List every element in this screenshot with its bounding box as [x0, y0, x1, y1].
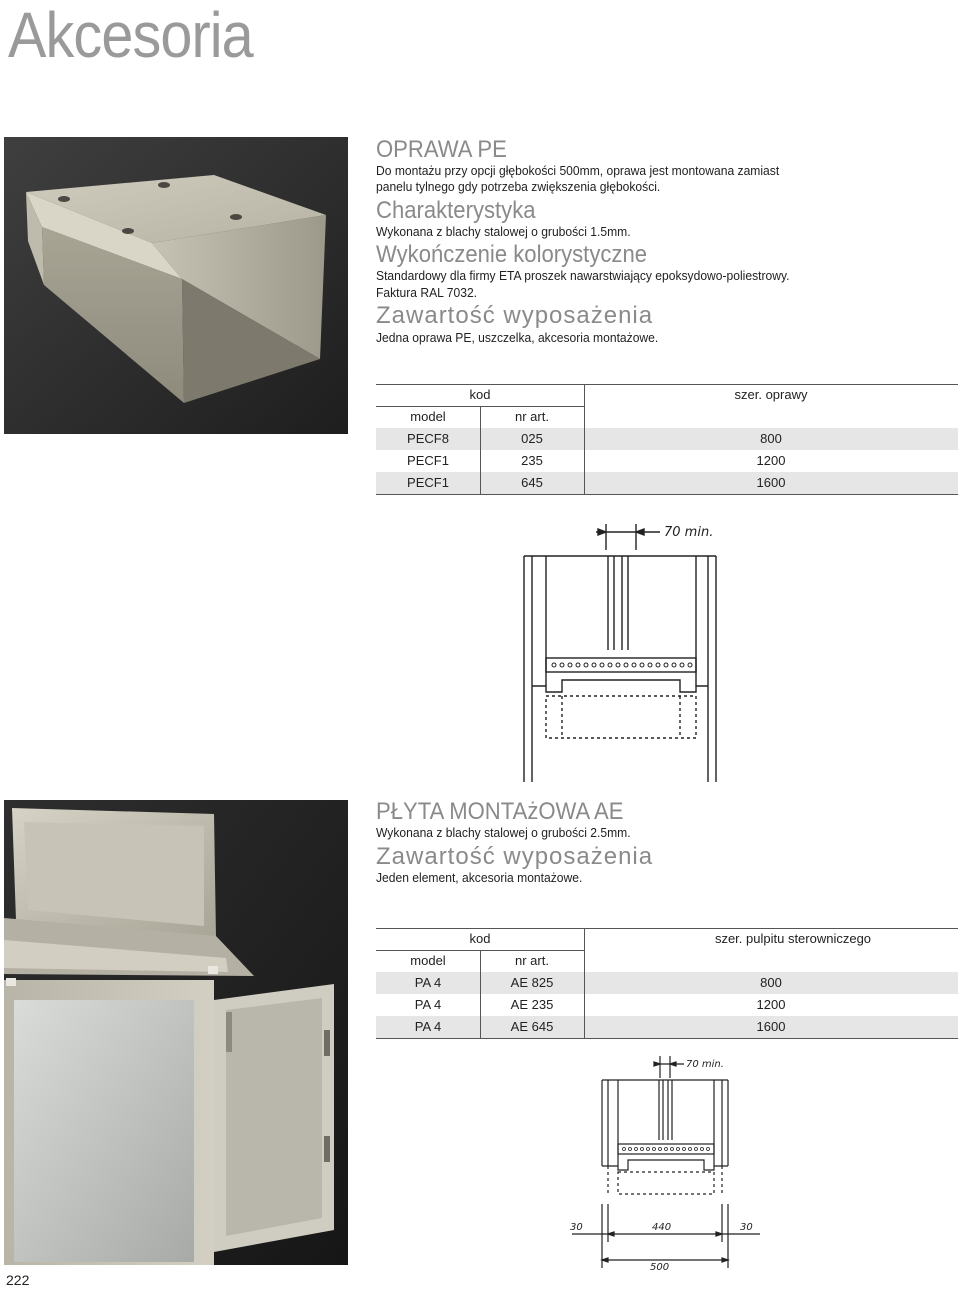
dim-right-label: 30	[740, 1222, 753, 1233]
row-nr: 235	[521, 453, 543, 468]
table-header-row-2	[376, 406, 958, 428]
finish-text-2: Faktura RAL 7032.	[376, 285, 478, 300]
table-row	[376, 1016, 958, 1038]
contents-heading-2: Zawartość wyposażenia	[376, 843, 654, 870]
table-row	[376, 428, 958, 450]
row-model: PECF1	[407, 453, 449, 468]
header-model: model	[410, 409, 446, 424]
row-model: PA 4	[414, 1019, 442, 1034]
header-nr: nr art.	[515, 953, 549, 968]
oprawa-pe-table	[376, 384, 958, 494]
features-heading: Charakterystyka	[376, 197, 536, 224]
contents-heading: Zawartość wyposażenia	[376, 302, 654, 329]
row-nr: 025	[521, 431, 543, 446]
header-width: szer. pulpitu sterowniczego	[714, 931, 872, 946]
table-row	[376, 972, 958, 994]
plyta-montazowa-drawing	[566, 1054, 766, 1272]
table-row	[376, 994, 958, 1016]
row-width: 1600	[756, 475, 786, 490]
page-title: Akcesoria	[8, 0, 253, 71]
header-width: szer. oprawy	[734, 387, 808, 402]
contents-text-2: Jeden element, akcesoria montażowe.	[376, 870, 583, 885]
features-text: Wykonana z blachy stalowej o grubości 1.5mm.	[376, 224, 631, 239]
table-header-row-1	[376, 928, 958, 950]
row-width: 1600	[756, 1019, 786, 1034]
row-model: PECF8	[407, 431, 449, 446]
table-header-row-2	[376, 950, 958, 972]
row-width: 800	[760, 975, 782, 990]
oprawa-pe-drawing	[510, 520, 750, 784]
row-width: 1200	[756, 997, 786, 1012]
contents-text: Jedna oprawa PE, uszczelka, akcesoria montażowe.	[376, 330, 659, 345]
oprawa-pe-description: Do montażu przy opcji głębokości 500mm, oprawa jest montowana zamiast panelu tylnego gdy potrzeba zwiększenia głębokości.	[376, 163, 780, 194]
row-model: PA 4	[414, 997, 442, 1012]
row-width: 800	[760, 431, 782, 446]
plyta-montazowa-photo	[4, 800, 348, 1265]
dim-left-label: 30	[570, 1222, 583, 1233]
dim-total-label: 500	[650, 1262, 670, 1272]
plyta-montazowa-title: PŁYTA MONTAżOWA AE	[376, 798, 624, 825]
plyta-montazowa-table	[376, 928, 958, 1038]
finish-text-1: Standardowy dla firmy ETA proszek nawarstwiający epoksydowo-poliestrowy.	[376, 268, 790, 283]
finish-heading: Wykończenie kolorystyczne	[376, 241, 647, 268]
header-kod: kod	[469, 387, 491, 402]
header-nr: nr art.	[515, 409, 549, 424]
drawing-min-label-2: 70 min.	[686, 1059, 724, 1070]
header-kod: kod	[469, 931, 491, 946]
table-row	[376, 450, 958, 472]
row-nr: AE 235	[510, 997, 554, 1012]
row-width: 1200	[756, 453, 786, 468]
oprawa-pe-photo	[4, 137, 348, 434]
table-row	[376, 472, 958, 494]
table-header-row-1	[376, 384, 958, 406]
plyta-montazowa-description: Wykonana z blachy stalowej o grubości 2.5mm.	[376, 825, 631, 840]
row-nr: 645	[521, 475, 543, 490]
page-number: 222	[6, 1272, 30, 1288]
row-model: PECF1	[407, 475, 449, 490]
dim-middle-label: 440	[652, 1222, 672, 1233]
drawing-min-label: 70 min.	[664, 525, 714, 540]
header-model: model	[410, 953, 446, 968]
row-model: PA 4	[414, 975, 442, 990]
oprawa-pe-title: OPRAWA PE	[376, 136, 507, 163]
row-nr: AE 645	[510, 1019, 554, 1034]
row-nr: AE 825	[510, 975, 554, 990]
